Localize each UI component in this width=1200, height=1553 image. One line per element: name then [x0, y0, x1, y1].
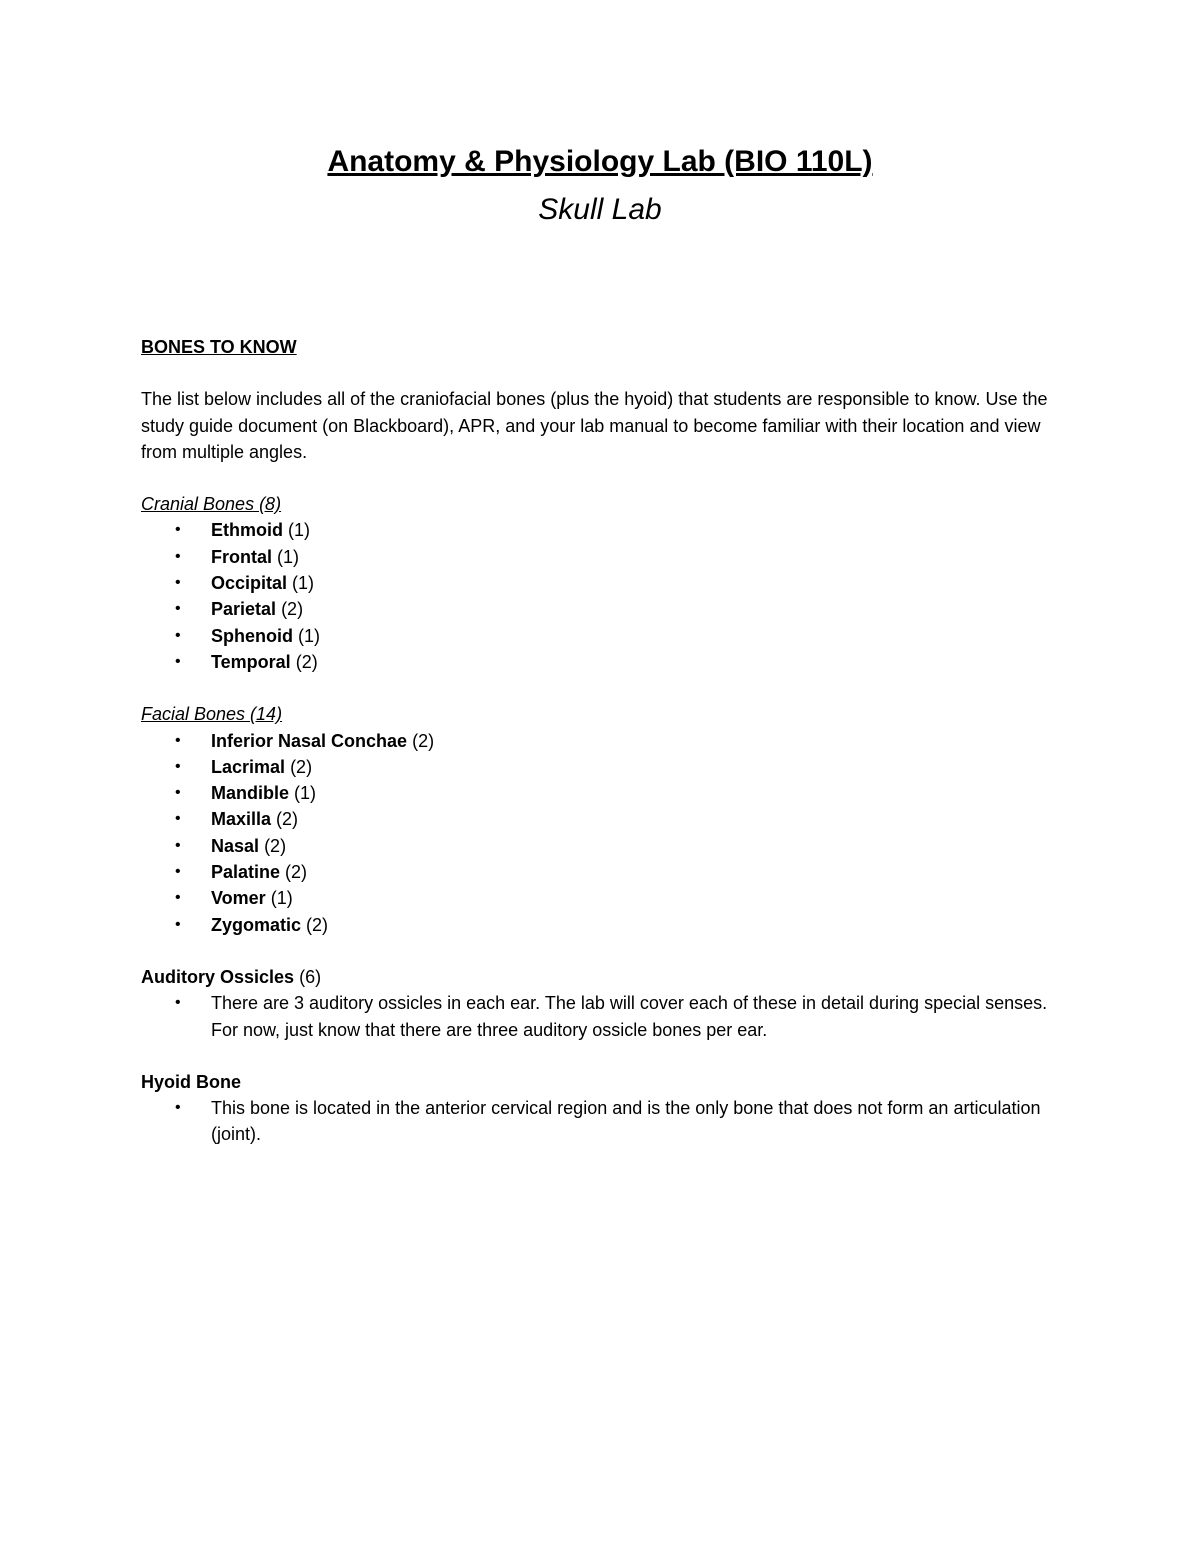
facial-bones-list — [141, 728, 1071, 938]
bullet-icon: • — [175, 810, 181, 828]
bullet-icon: • — [175, 784, 181, 802]
bone-name: Inferior Nasal Conchae — [211, 730, 408, 751]
bullet-icon: • — [175, 547, 181, 565]
bullet-icon: • — [175, 600, 181, 618]
document-title: Anatomy & Physiology Lab (BIO 110L) — [327, 145, 873, 178]
hyoid-bone-heading: Hyoid Bone — [141, 1071, 242, 1092]
bone-name: Palatine — [211, 862, 281, 883]
bone-name: Frontal — [211, 546, 272, 567]
auditory-ossicles-list — [141, 990, 1071, 1043]
hyoid-bone-list — [141, 1095, 1071, 1148]
bone-name: Mandible — [211, 783, 290, 804]
auditory-ossicles-title: Auditory Ossicles — [141, 966, 295, 987]
section-heading-bones-to-know: BONES TO KNOW — [141, 337, 297, 357]
list-item — [141, 517, 1071, 543]
list-item — [141, 570, 1071, 596]
list-item — [141, 833, 1071, 859]
bone-name: Occipital — [211, 573, 288, 594]
bone-name: Sphenoid — [211, 625, 293, 646]
bone-name: Temporal — [211, 651, 291, 672]
hyoid-note: This bone is located in the anterior cervical region and is the only bone that does not form an articulation (joint). — [211, 1098, 1041, 1145]
bone-count: (1) — [270, 888, 293, 909]
list-item — [141, 649, 1071, 675]
bone-name: Parietal — [211, 599, 277, 620]
cranial-bones-list — [141, 517, 1071, 675]
bone-name: Zygomatic — [211, 914, 302, 935]
bone-count: (2) — [264, 835, 287, 856]
document-subtitle: Skull Lab — [538, 193, 662, 226]
bone-count: (1) — [294, 783, 317, 804]
bone-count: (2) — [295, 651, 318, 672]
list-item — [141, 1095, 1071, 1148]
list-item — [141, 859, 1071, 885]
bullet-icon: • — [175, 757, 181, 775]
list-item — [141, 754, 1071, 780]
bone-name: Maxilla — [211, 809, 272, 830]
cranial-bones-title: Cranial Bones (8) — [141, 494, 282, 515]
list-item — [141, 728, 1071, 754]
bone-count: (2) — [285, 862, 308, 883]
bone-count: (2) — [306, 914, 329, 935]
bullet-icon: • — [175, 836, 181, 854]
auditory-ossicles-heading — [141, 964, 1071, 990]
bullet-icon: • — [175, 915, 181, 933]
bone-count: (2) — [276, 809, 299, 830]
auditory-ossicles-count: (6) — [299, 966, 322, 987]
bullet-icon: • — [175, 731, 181, 749]
bone-name: Nasal — [211, 835, 260, 856]
bone-count: (1) — [277, 546, 300, 567]
bullet-icon: • — [175, 1099, 181, 1117]
document-body — [141, 334, 1071, 1148]
list-item — [141, 544, 1071, 570]
bone-name: Ethmoid — [211, 520, 283, 541]
bullet-icon: • — [175, 626, 181, 644]
bone-name: Lacrimal — [211, 756, 286, 777]
bullet-icon: • — [175, 863, 181, 881]
bone-count: (2) — [281, 599, 304, 620]
list-item — [141, 885, 1071, 911]
bone-count: (1) — [298, 625, 321, 646]
facial-bones-title: Facial Bones (14) — [141, 704, 283, 725]
intro-paragraph: The list below includes all of the craniofacial bones (plus the hyoid) that students are responsible to know. Use the study guide document (on Blackboard), APR, and your lab manual to become familiar with their location and view from multiple angles. — [141, 389, 1048, 462]
bone-count: (2) — [412, 730, 435, 751]
bone-count: (1) — [292, 573, 315, 594]
list-item — [141, 990, 1071, 1043]
bullet-icon: • — [175, 652, 181, 670]
list-item — [141, 623, 1071, 649]
bone-count: (1) — [288, 520, 311, 541]
bullet-icon: • — [175, 889, 181, 907]
bullet-icon: • — [175, 521, 181, 539]
bullet-icon: • — [175, 574, 181, 592]
ossicles-note: There are 3 auditory ossicles in each ear. The lab will cover each of these in detail during special senses. For now, just know that there are three auditory ossicle bones per ear. — [211, 993, 1048, 1040]
bone-count: (2) — [290, 756, 313, 777]
list-item — [141, 806, 1071, 832]
list-item — [141, 596, 1071, 622]
list-item — [141, 780, 1071, 806]
bullet-icon: • — [175, 994, 181, 1012]
bone-name: Vomer — [211, 888, 266, 909]
list-item — [141, 912, 1071, 938]
